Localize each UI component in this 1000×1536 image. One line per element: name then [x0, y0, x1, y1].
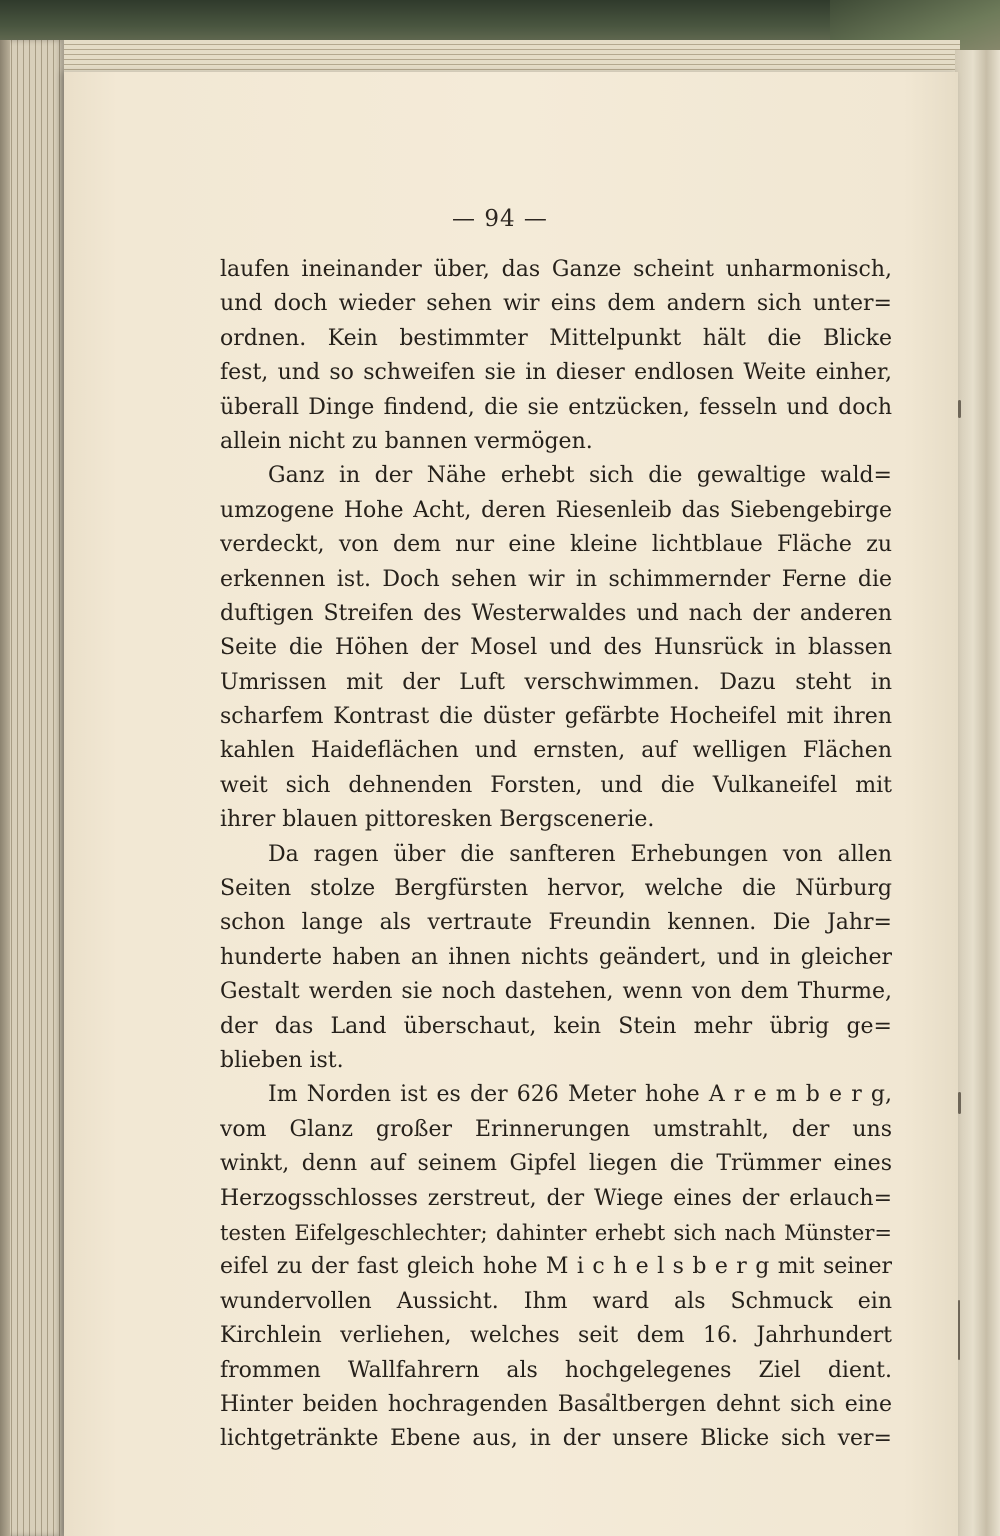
text-line: weit sich dehnenden Forsten, und die Vulkaneifel mit	[220, 772, 892, 798]
text-line: Seite die Höhen der Mosel und des Hunsrück in blassen	[220, 635, 892, 661]
text-line: verdeckt, von dem nur eine kleine lichtblaue Fläche zu	[220, 532, 892, 558]
text-line: testen Eifelgeschlechter; dahinter erhebt sich nach Münster=	[220, 1220, 892, 1245]
text-line: scharfem Kontrast die düster gefärbte Hocheifel mit ihren	[220, 704, 892, 730]
page-edges-right	[955, 50, 1000, 1536]
margin-mark	[958, 1300, 960, 1360]
text-line: Gestalt werden sie noch dastehen, wenn von dem Thurme,	[220, 979, 892, 1005]
text-line: duftigen Streifen des Westerwaldes und nach der anderen	[220, 600, 892, 626]
text-line: Herzogsschlosses zerstreut, der Wiege eines der erlauch=	[220, 1185, 892, 1211]
text-line: schon lange als vertraute Freundin kennen. Die Jahr=	[220, 910, 892, 936]
body-text	[220, 253, 892, 1457]
text-line: wundervollen Aussicht. Ihm ward als Schmuck ein	[220, 1288, 892, 1314]
text-line: Kirchlein verliehen, welches seit dem 16. Jahrhundert	[220, 1323, 892, 1349]
text-line: Umrissen mit der Luft verschwimmen. Dazu steht in	[220, 669, 892, 695]
page-number: — 94 —	[452, 206, 548, 232]
text-line: winkt, denn auf seinem Gipfel liegen die Trümmer eines	[220, 1151, 892, 1177]
text-line: allein nicht zu bannen vermögen.	[220, 428, 593, 454]
text-line: Seiten stolze Bergfürsten hervor, welche die Nürburg	[220, 876, 892, 902]
text-line: Ganz in der Nähe erhebt sich die gewaltige wald=	[268, 463, 892, 489]
text-line: hunderte haben an ihnen nichts geändert, und in gleicher	[220, 944, 892, 970]
text-line: umzogene Hohe Acht, deren Riesenleib das Siebengebirge	[220, 497, 892, 523]
text-line: lichtgetränkte Ebene aus, in der unsere Blicke sich ver=	[220, 1426, 892, 1452]
text-line: ordnen. Kein bestimmter Mittelpunkt hält die Blicke	[220, 325, 892, 351]
text-line: und doch wieder sehen wir eins dem andern sich unter=	[220, 291, 892, 317]
text-line: Hinter beiden hochragenden Basaltbergen dehnt sich eine	[220, 1391, 892, 1417]
text-line: fest, und so schweifen sie in dieser endlosen Weite einher,	[220, 360, 892, 386]
text-line: der das Land überschaut, kein Stein mehr übrig ge=	[220, 1013, 892, 1039]
text-line: erkennen ist. Doch sehen wir in schimmernder Ferne die	[220, 566, 892, 592]
text-line: ihrer blauen pittoresken Bergscenerie.	[220, 807, 655, 833]
text-line: Im Norden ist es der 626 Meter hohe A r e m b e r g,	[268, 1082, 892, 1108]
text-line: Da ragen über die sanfteren Erhebungen von allen	[268, 841, 892, 867]
page-edges-top	[0, 40, 960, 74]
margin-mark	[958, 1092, 961, 1114]
text-line: überall Dinge findend, die sie entzücken, fesseln und doch	[220, 394, 892, 420]
text-line: frommen Wallfahrern als hochgelegenes Ziel dient.	[220, 1357, 892, 1383]
text-line: blieben ist.	[220, 1047, 344, 1073]
text-line: laufen ineinander über, das Ganze scheint unharmonisch,	[220, 257, 892, 282]
margin-mark	[958, 400, 961, 418]
text-line: vom Glanz großer Erinnerungen umstrahlt, der uns	[220, 1116, 892, 1142]
binding-shadow	[0, 40, 10, 1536]
text-line: kahlen Haideflächen und ernsten, auf welligen Flächen	[220, 738, 892, 764]
text-line: eifel zu der fast gleich hohe M i c h e l s b e r g mit seiner	[220, 1254, 892, 1280]
